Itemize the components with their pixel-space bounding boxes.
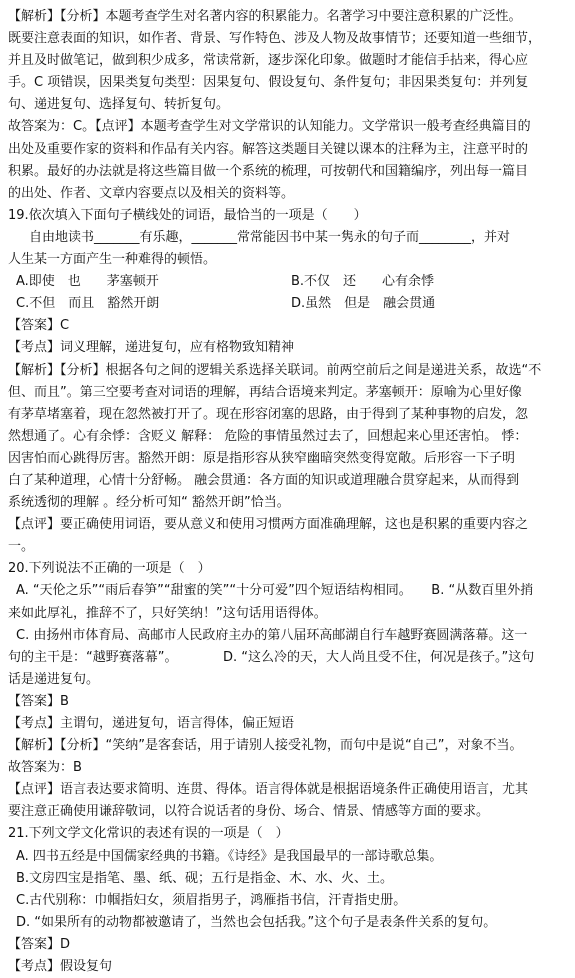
explanation-block-q19-21 (8, 315, 567, 978)
text-line: 【解析】【分析】本题考查学生对名著内容的积累能力。名著学习中要注意积累的广泛性。 (8, 9, 522, 24)
text-line: 并且及时做笔记，做到积少成多，常读常新，逐步深化印象。做题时才能信手拈来，得心应 (8, 53, 529, 69)
text-line: 但、而且”。第三空要考查对词语的理解，再结合语境来判定。茅塞顿开：原喻为心里好像 (8, 384, 522, 400)
text-line: 故答案为：C。【点评】本题考查学生对文学常识的认知能力。文学常识一般考查经典篇目的 (8, 119, 531, 135)
text-line: 句、递进复句、选择复句、转折复句。 (8, 97, 230, 113)
option-row (8, 293, 567, 315)
option-item: B.不仅 还 心有余悸 (291, 274, 435, 290)
text-line: 因害怕而心跳得厉害。豁然开朗：原是指形容从狭窄幽暗突然变得宽敞。后形容一下子明 (8, 450, 516, 466)
text-line: 19.依次填入下面句子横线处的词语，最恰当的一项是（ ） (8, 207, 367, 223)
text-line: C. 由扬州市体育局、高邮市人民政府主办的第八届环高邮湖自行车越野赛圆满落幕。这一 (16, 627, 528, 643)
text-line: 【点评】要正确使用词语，要从意义和使用习惯两方面准确理解，这也是积累的重要内容之 (8, 517, 529, 533)
text-line: 一。 (8, 539, 35, 555)
text-line: C.古代别称：巾帼指妇女，须眉指男子，鸿雁指书信，汗青指史册。 (16, 892, 407, 908)
option-item: A.即使 也 茅塞顿开 (16, 274, 159, 290)
text-line: 【点评】语言表达要求简明、连贯、得体。语言得体就是根据语境条件正确使用语言，尤其 (8, 782, 529, 798)
explanation-block-q18 (8, 6, 567, 271)
text-line: B.文房四宝是指笔、墨、纸、砚；五行是指金、木、水、火、土。 (16, 870, 394, 886)
text-line: 白了某种道理，心情十分舒畅。 融会贯通：各方面的知识或道理融合贯穿起来，从而得到 (8, 472, 520, 488)
text-line: D. “如果所有的动物都被邀请了，当然也会包括我。”这个句子是表条件关系的复句。 (16, 914, 497, 930)
text-line: A. “天伦之乐”“雨后春笋”“甜蜜的笑”“十分可爱”四个短语结构相同。 B. “从数百里外捎 (16, 583, 534, 599)
text-line: 【解析】【分析】“笑纳”是客套话，用于请别人接受礼物，而句中是说“自己”，对象不当。 (8, 738, 523, 754)
text-line: 手。C 项错误，因果类复句类型：因果复句、假设复句、条件复句；非因果类复句：并列复 (8, 75, 529, 91)
text-line: 有茅草堵塞着，现在忽然被打开了。现在形容闭塞的思路，由于得到了某种事物的启发，忽 (8, 406, 529, 422)
text-line: 故答案为：B (8, 760, 82, 776)
text-line: 【答案】B (8, 693, 69, 709)
option-row (8, 271, 567, 293)
text-line: 积累。最好的办法就是将这些篇目做一个系统的梳理，可按朝代和国籍编序，列出每一篇目 (8, 163, 529, 179)
text-line: 人生某一方面产生一种难得的顿悟。 (8, 252, 217, 268)
option-item: C.不但 而且 豁然开朗 (16, 296, 160, 312)
text-line: 来如此厚礼，推辞不了，只好笑纳！”这句话用语得体。 (8, 605, 327, 621)
text-line: 的出处、作者、文章内容要点以及相关的资料等。 (8, 185, 295, 201)
text-line: 然想通了。心有余悸：含贬义 解释： 危险的事情虽然过去了，回想起来心里还害怕。 悸： (8, 428, 528, 444)
text-line: 出处及重要作家的资料和作品有关内容。解答这类题目关键以课本的注释为主，注意平时的 (8, 141, 529, 157)
text-line: 句的主干是：“越野赛落幕”。 D. “这么冷的天，大人尚且受不住，何况是孩子。”这句 (8, 649, 535, 665)
text-line: 自由地读书_______有乐趣，_______常常能因书中某一隽永的句子而________，并对 (16, 229, 511, 245)
text-line: 21.下列文学文化常识的表述有误的一项是（ ） (8, 826, 289, 842)
option-item: D.虽然 但是 融会贯通 (291, 296, 436, 312)
text-line: 20.下列说法不正确的一项是（ ） (8, 561, 211, 577)
text-line: 要注意正确使用谦辞敬词，以符合说话者的身份、场合、情景、情感等方面的要求。 (8, 804, 490, 820)
text-line: 【考点】主谓句，递进复句，语言得体，偏正短语 (8, 716, 295, 731)
q19-options (8, 271, 567, 315)
text-line: 【答案】C (8, 318, 70, 334)
text-line: 系统透彻的理解 。经分析可知“ 豁然开朗”恰当。 (8, 495, 290, 511)
text-line: 【解析】【分析】根据各句之间的逻辑关系选择关联词。前两空前后之间是递进关系，故选“不 (8, 362, 542, 378)
text-line: 【考点】假设复句 (8, 959, 113, 975)
text-line: 【答案】D (8, 936, 71, 952)
text-line: 既要注意表面的知识，如作者、背景、写作特色、涉及人物及故事情节；还要知道一些细节， (8, 31, 542, 47)
text-line: 话是递进复句。 (8, 671, 100, 687)
text-line: 【考点】词义理解，递进复句，应有格物致知精神 (8, 340, 295, 356)
text-line: A. 四书五经是中国儒家经典的书籍。《诗经》是我国最早的一部诗歌总集。 (16, 848, 443, 864)
